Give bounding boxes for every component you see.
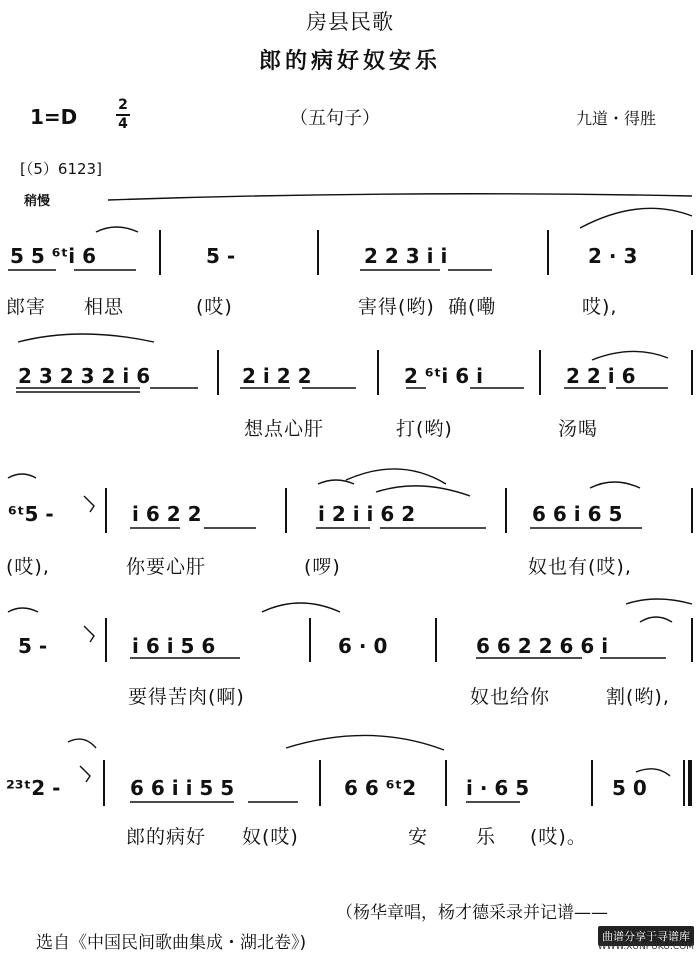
measure-4-2: i 6 i 5 6 xyxy=(132,634,216,658)
measure-1-2: 5 - xyxy=(206,244,236,268)
lyric-3-4: 奴也有(哎), xyxy=(528,556,632,578)
slurs xyxy=(8,194,692,776)
measure-5-5: 5 0 xyxy=(612,776,647,800)
intro-phrase: [（5）6123] xyxy=(20,160,102,178)
measure-2-4: 2 2 i 6 xyxy=(566,364,636,388)
lyric-2-1: 想点心肝 xyxy=(244,418,325,440)
lyric-1-3: (哎) xyxy=(196,296,233,318)
measure-4-3: 6 · 0 xyxy=(338,634,388,658)
measure-4-4: 6 6 2 2 6 6 i xyxy=(476,634,609,658)
measure-2-3: 2 ⁶ᵗi 6 i xyxy=(404,364,483,388)
composer-credit: 九道・得胜 xyxy=(576,109,657,128)
lyric-5-2: 奴(哎) xyxy=(242,826,299,848)
measure-3-3: i 2 i i 6 2 xyxy=(318,502,416,526)
lyric-4-3: 割(哟), xyxy=(606,686,670,708)
measure-1-4: 2 · 3 xyxy=(588,244,638,268)
lyric-1-1: 郎害 xyxy=(6,296,47,318)
meter-top: 2 xyxy=(118,97,128,113)
lyric-5-5: (哎)。 xyxy=(530,826,587,848)
lyric-3-3: (啰) xyxy=(304,556,341,578)
lyric-3-2: 你要心肝 xyxy=(126,556,207,578)
lyric-1-5: 确(嘞 xyxy=(448,296,497,318)
beams xyxy=(8,270,668,802)
collection-title: 房县民歌 xyxy=(306,10,394,34)
tune-type: （五句子） xyxy=(290,108,380,129)
lyric-4-2: 奴也给你 xyxy=(470,686,551,708)
lyric-2-2: 打(哟) xyxy=(396,418,453,440)
measure-5-2: 6 6 i i 5 5 xyxy=(130,776,235,800)
lyric-5-4: 乐 xyxy=(476,826,497,848)
lyric-1-2: 相思 xyxy=(84,296,125,318)
measure-3-4: 6 6 i 6 5 xyxy=(532,502,623,526)
lyric-5-1: 郎的病好 xyxy=(126,826,207,848)
song-title: 郎的病好奴安乐 xyxy=(258,49,441,74)
lyric-1-4: 害得(哟) xyxy=(358,296,435,318)
measure-2-2: 2 i 2 2 xyxy=(242,364,312,388)
lyric-4-1: 要得苦肉(啊) xyxy=(128,686,245,708)
measure-3-2: i 6 2 2 xyxy=(132,502,202,526)
measure-5-1: ²³ᵗ2 - xyxy=(6,776,61,800)
measure-3-1: ⁶ᵗ5 - xyxy=(8,502,54,526)
tempo-marking: 稍慢 xyxy=(24,194,51,209)
measure-1-1: 5 5 ⁶ᵗi 6 xyxy=(10,244,97,268)
source-citation: 选自《中国民间歌曲集成・湖北卷》) xyxy=(36,933,307,953)
measure-4-1: 5 - xyxy=(18,634,48,658)
meter-bottom: 4 xyxy=(118,116,128,132)
watermark-label: 曲谱分享于寻谱库 xyxy=(598,926,694,946)
watermark-url: WWW.XUNPUKU.COM xyxy=(597,942,694,952)
measure-5-3: 6 6 ⁶ᵗ2 xyxy=(344,776,417,800)
measure-2-1: 2 3 2 3 2 i 6 xyxy=(18,364,151,388)
key-signature: 1=D xyxy=(30,105,78,129)
lyric-2-3: 汤喝 xyxy=(558,418,599,440)
lyric-3-1: (哎), xyxy=(6,556,50,578)
measure-5-4: i · 6 5 xyxy=(466,776,530,800)
lyric-1-6: 哎), xyxy=(582,296,618,318)
lyric-5-3: 安 xyxy=(408,826,429,848)
measure-1-3: 2 2 3 i i xyxy=(364,244,448,268)
performer-credit: （杨华章唱，杨才德采录并记谱—— xyxy=(336,903,608,923)
